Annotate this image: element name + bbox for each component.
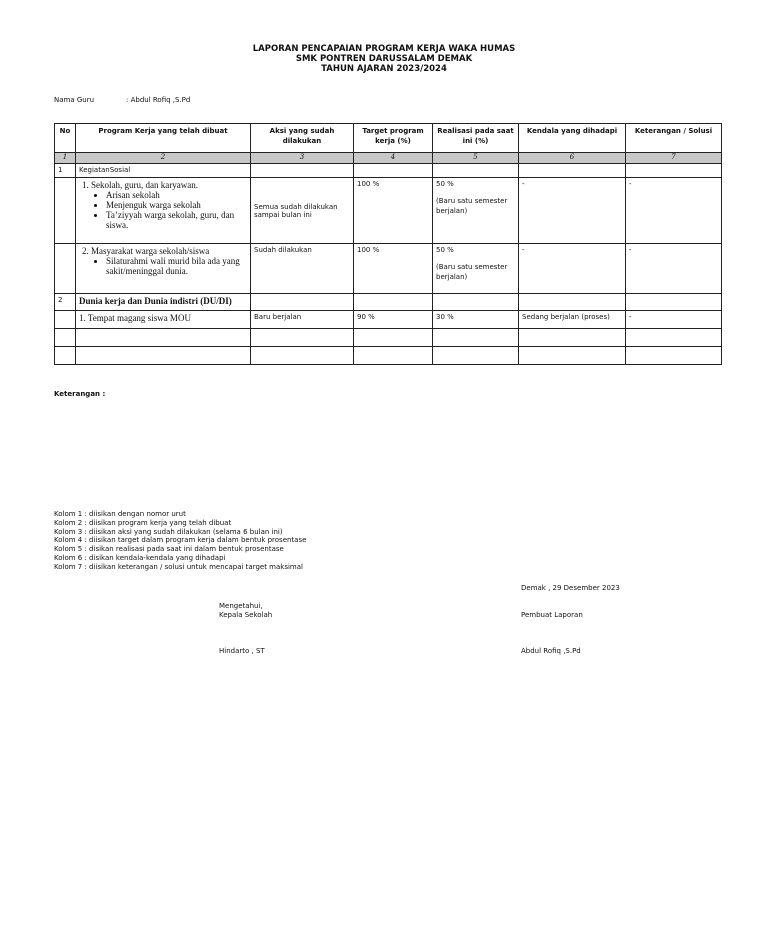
title-line-3: TAHUN AJARAN 2023/2024 (321, 64, 447, 74)
teacher-name-row (54, 96, 190, 104)
program-title: 1. Tempat magang siswa MOU (76, 311, 251, 329)
aksi-cell: Semua sudah dilakukan sampai bulan ini (251, 178, 354, 244)
list-item: • Arisan sekolah (106, 190, 247, 200)
keterangan-cell: - (626, 178, 722, 244)
teacher-name-label: Nama Guru (54, 96, 95, 104)
realisasi-cell (433, 244, 519, 294)
col-number: 7 (626, 153, 722, 164)
col-number: 1 (55, 153, 76, 164)
col-header-no: No (55, 124, 76, 153)
program-bullets (79, 190, 247, 230)
section-title: Dunia kerja dan Dunia indistri (DU/DI) (76, 294, 251, 311)
col-number: 2 (76, 153, 251, 164)
kolom-note: Kolom 3 : diisikan aksi yang sudah dilakukan (selama 6 bulan ini) (54, 527, 283, 536)
target-cell: 100 % (354, 244, 433, 294)
principal-title: Kepala Sekolah (219, 611, 273, 619)
target-cell: 100 % (354, 178, 433, 244)
kendala-cell: - (519, 244, 626, 294)
keterangan-cell: - (626, 311, 722, 329)
table-row (55, 329, 722, 347)
program-title: 2. Masyarakat warga sekolah/siswa (82, 246, 210, 256)
program-title: 1. Sekolah, guru, dan karyawan. (82, 180, 198, 190)
report-table (54, 123, 722, 365)
kolom-note: Kolom 1 : diisikan dengan nomor urut (54, 510, 186, 518)
aksi-cell: Baru berjalan (251, 311, 354, 329)
kendala-cell: - (519, 178, 626, 244)
kendala-cell: Sedang berjalan (proses) (519, 311, 626, 329)
realisasi-value: 50 % (436, 246, 454, 254)
realisasi-cell (433, 178, 519, 244)
kolom-note: Kolom 7 : diisikan keterangan / solusi untuk mencapai target maksimal (54, 562, 303, 571)
signature-date: Demak , 29 Desember 2023 (521, 584, 620, 592)
keterangan-label: Keterangan : (54, 390, 106, 398)
table-row (55, 244, 722, 294)
keterangan-cell: - (626, 244, 722, 294)
list-item: • Menjenguk warga sekolah (106, 200, 247, 210)
section-title: KegiatanSosial (76, 164, 251, 178)
program-bullets (79, 256, 247, 276)
teacher-name-value: : Abdul Rofiq ,S.Pd (126, 96, 191, 104)
list-item: • Silaturahmi wali murid bila ada yang sakit/meninggal dunia. (106, 256, 247, 276)
principal-block (219, 602, 272, 620)
reporter-name: Abdul Rofiq ,S.Pd (521, 647, 581, 655)
col-number: 3 (251, 153, 354, 164)
title-line-2: SMK PONTREN DARUSSALAM DEMAK (295, 54, 473, 64)
col-number: 4 (354, 153, 433, 164)
program-cell (76, 244, 251, 294)
list-item: • Ta’ziyyah warga sekolah, guru, dan siswa. (106, 210, 247, 230)
kolom-notes (54, 510, 306, 572)
title-line-1: LAPORAN PENCAPAIAN PROGRAM KERJA WAKA HUMAS (252, 44, 516, 54)
col-number: 6 (519, 153, 626, 164)
realisasi-note: (Baru satu semester berjalan) (436, 263, 508, 281)
section-number: 2 (55, 294, 76, 311)
col-number: 5 (433, 153, 519, 164)
col-header-realisasi: Realisasi pada saat ini (%) (433, 124, 519, 153)
table-header-row (55, 124, 722, 153)
kolom-note: Kolom 6 : disikan kendala-kendala yang dihadapi (54, 553, 226, 562)
col-header-kendala: Kendala yang dihadapi (519, 124, 626, 153)
col-header-keterangan: Keterangan / Solusi (626, 124, 722, 153)
table-row (55, 178, 722, 244)
program-cell (76, 178, 251, 244)
table-row (55, 164, 722, 178)
realisasi-cell: 30 % (433, 311, 519, 329)
mengetahui-label: Mengetahui, (219, 602, 263, 610)
kolom-note: Kolom 5 : disikan realisasi pada saat ini dalam bentuk prosentase (54, 545, 284, 554)
realisasi-note: (Baru satu semester berjalan) (436, 197, 508, 215)
column-number-row (55, 153, 722, 164)
table-row (55, 294, 722, 311)
kolom-note: Kolom 2 : diisikan program kerja yang telah dibuat (54, 518, 232, 527)
aksi-cell: Sudah dilakukan (251, 244, 354, 294)
section-number: 1 (55, 164, 76, 178)
principal-name: Hindarto , ST (219, 647, 265, 655)
kolom-note: Kolom 4 : diisikan target dalam program kerja dalam bentuk prosentase (54, 536, 307, 545)
realisasi-value: 50 % (436, 180, 454, 188)
table-row (55, 347, 722, 365)
report-title (0, 44, 768, 74)
col-header-target: Target program kerja (%) (354, 124, 433, 153)
col-header-aksi: Aksi yang sudah dilakukan (251, 124, 354, 153)
reporter-title: Pembuat Laporan (521, 611, 583, 619)
target-cell: 90 % (354, 311, 433, 329)
table-row (55, 311, 722, 329)
col-header-program: Program Kerja yang telah dibuat (76, 124, 251, 153)
